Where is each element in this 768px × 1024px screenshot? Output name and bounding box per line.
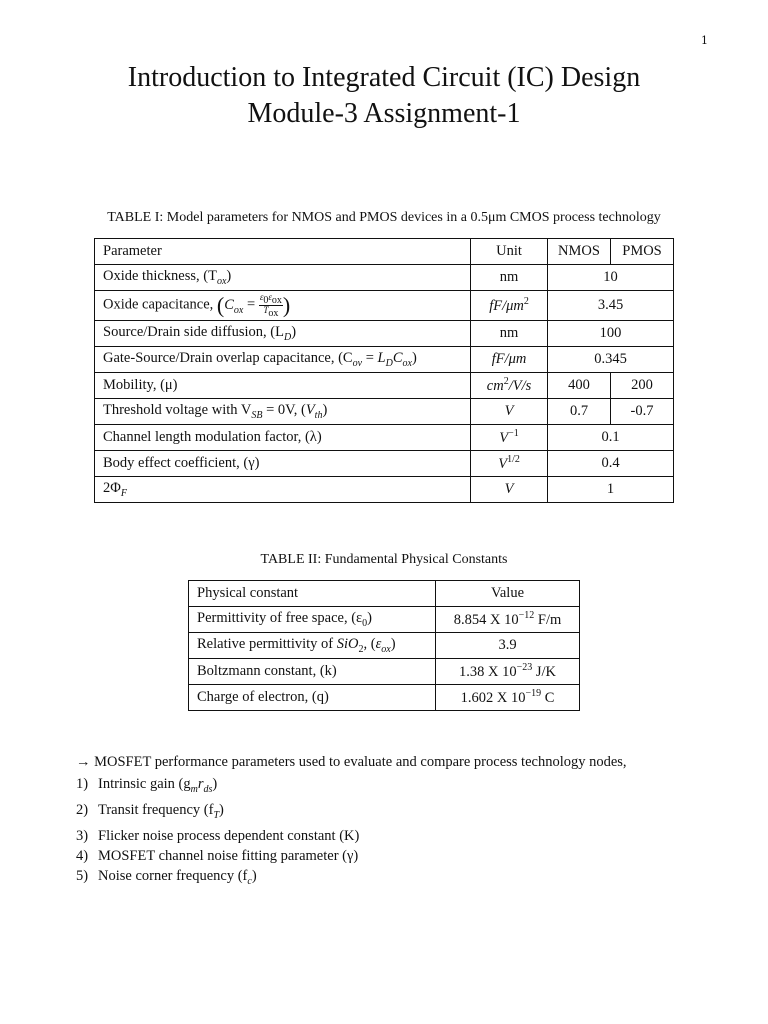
header-cell: Parameter xyxy=(95,239,471,265)
constant-name-cell: Charge of electron, (q) xyxy=(189,685,436,711)
header-cell: Value xyxy=(436,581,580,607)
nmos-value-cell: 400 xyxy=(548,373,611,399)
unit-cell: $V^{-1}$ xyxy=(471,425,548,451)
param-cell: Oxide thickness, $(T_{ox})$ xyxy=(95,265,471,291)
table-row xyxy=(189,659,580,685)
pmos-value-cell: 200 xyxy=(611,373,674,399)
list-item: 1) Intrinsic gain $(g_mr_{ds})$ xyxy=(76,776,218,795)
header-cell: PMOS xyxy=(611,239,674,265)
table-row xyxy=(95,321,674,347)
constant-name-cell: Permittivity of free space, $(\varepsilon_0)$ xyxy=(189,607,436,633)
unit-cell: $cm^2/V/s$ xyxy=(471,373,548,399)
table2-caption: TABLE II: Fundamental Physical Constants xyxy=(260,552,508,567)
page-number: 1 xyxy=(701,34,708,47)
title-line-2: Module-3 Assignment-1 xyxy=(247,98,521,129)
table-row xyxy=(189,633,580,659)
table-row xyxy=(95,373,674,399)
unit-cell: V xyxy=(471,399,548,425)
performance-parameters-list xyxy=(76,752,627,892)
constant-name-cell: Boltzmann constant, (k) xyxy=(189,659,436,685)
value-cell: 0.345 xyxy=(548,347,674,373)
physical-constants-table xyxy=(188,580,580,711)
table-row xyxy=(95,425,674,451)
list-intro: → MOSFET performance parameters used to evaluate and compare process technology nodes, xyxy=(76,754,627,770)
table-header-row xyxy=(95,239,674,265)
param-cell: Oxide capacitance, ($C_{ox}$ = $\frac{\varepsilon_0\varepsilon_{ox}}{T_{ox}}$ ) xyxy=(95,291,471,321)
table-row xyxy=(95,291,674,321)
constant-value-cell: 1.602 X $10^{-19}$ C xyxy=(436,685,580,711)
list-item: 3) Flicker noise process dependent constant (K) xyxy=(76,827,360,844)
value-cell: 3.45 xyxy=(548,291,674,321)
constant-value-cell: 8.854 X $10^{-12}$ F/m xyxy=(436,607,580,633)
table1-caption: TABLE I: Model parameters for NMOS and PMOS devices in a 0.5μm CMOS process technology xyxy=(107,210,661,225)
constant-value-cell: 1.38 X $10^{-23}$ J/K xyxy=(436,659,580,685)
constant-value-cell: 3.9 xyxy=(436,633,580,659)
table-row xyxy=(95,451,674,477)
table-header-row xyxy=(189,581,580,607)
table-row xyxy=(95,265,674,291)
unit-cell: nm xyxy=(471,321,548,347)
table-row xyxy=(95,477,674,503)
list-item: 4) MOSFET channel noise fitting parameter (γ) xyxy=(76,847,359,864)
unit-cell: nm xyxy=(471,265,548,291)
list-item: 2) Transit frequency $(f_T)$ xyxy=(76,801,224,821)
param-cell: Gate-Source/Drain overlap capacitance, $(C_{ov} = L_DC_{ox})$ xyxy=(95,347,471,373)
param-cell: Threshold voltage with $V_{SB} = 0V$, $(V_{th})$ xyxy=(95,399,471,425)
title-line-1: Introduction to Integrated Circuit (IC) Design xyxy=(127,62,641,93)
constant-name-cell: Relative permittivity of SiO$_2$, $(\varepsilon_{ox})$ xyxy=(189,633,436,659)
value-cell: 1 xyxy=(548,477,674,503)
unit-cell: $fF/\mu m^2$ xyxy=(471,291,548,321)
unit-cell: $V^{1/2}$ xyxy=(471,451,548,477)
unit-cell: V xyxy=(471,477,548,503)
param-cell: $2\Phi_F$ xyxy=(95,477,471,503)
param-cell: Mobility, (μ) xyxy=(95,373,471,399)
list-item: 5) Noise corner frequency $(f_c)$ xyxy=(76,867,257,887)
nmos-value-cell: 0.7 xyxy=(548,399,611,425)
pmos-value-cell: -0.7 xyxy=(611,399,674,425)
table-row xyxy=(189,607,580,633)
model-parameters-table xyxy=(94,238,674,503)
param-cell: Body effect coefficient, (γ) xyxy=(95,451,471,477)
value-cell: 0.1 xyxy=(548,425,674,451)
table-row xyxy=(95,399,674,425)
value-cell: 100 xyxy=(548,321,674,347)
value-cell: 10 xyxy=(548,265,674,291)
table-row xyxy=(189,685,580,711)
param-cell: Source/Drain side diffusion, $(L_D)$ xyxy=(95,321,471,347)
header-cell: NMOS xyxy=(548,239,611,265)
header-cell: Unit xyxy=(471,239,548,265)
unit-cell: fF/μm xyxy=(471,347,548,373)
param-cell: Channel length modulation factor, (λ) xyxy=(95,425,471,451)
table-row xyxy=(95,347,674,373)
header-cell: Physical constant xyxy=(189,581,436,607)
value-cell: 0.4 xyxy=(548,451,674,477)
page-title xyxy=(0,60,768,132)
